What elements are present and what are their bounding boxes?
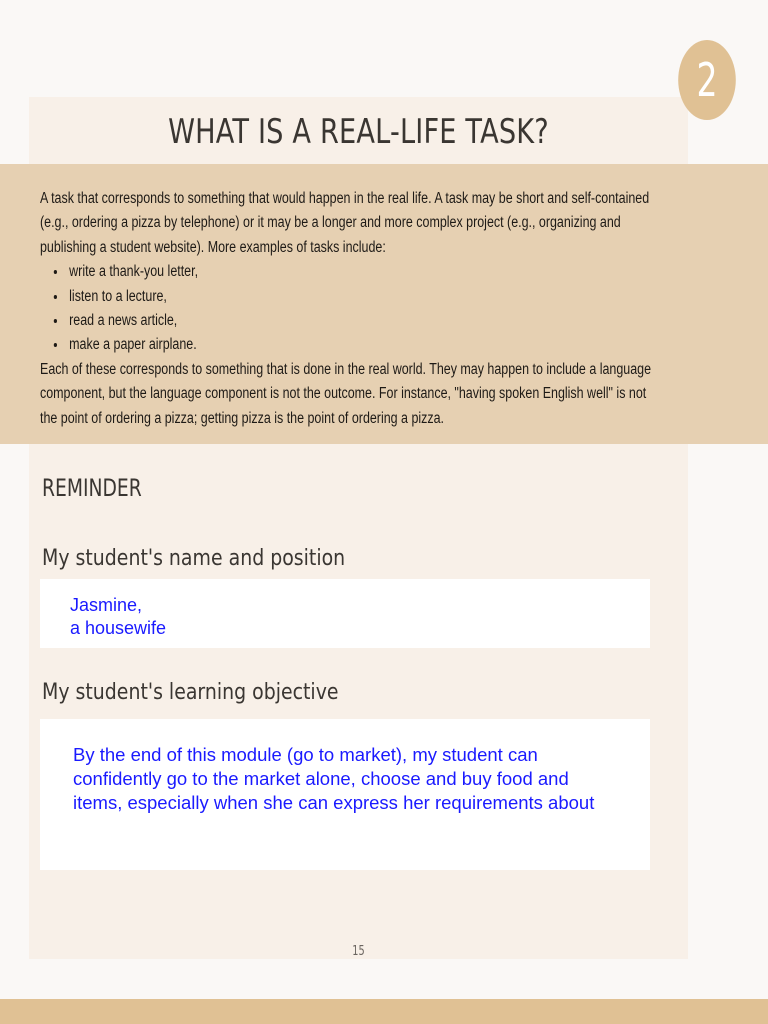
student-name-label: My student's name and position — [42, 546, 346, 571]
reminder-heading: REMINDER — [42, 474, 142, 502]
learning-objective-field[interactable] — [40, 719, 650, 870]
page-badge: 2 — [678, 40, 736, 120]
footer-bar — [0, 999, 768, 1024]
learning-objective-value: By the end of this module (go to market), my student can confidently go to the market alone, choose and buy food and items, especially when she can express her requirements about — [73, 744, 595, 813]
student-name-field[interactable] — [40, 579, 650, 648]
page-number: 15 — [352, 944, 365, 959]
intro-paragraph: A task that corresponds to something that would happen in the real life. A task may be short and self-contained (e.g., ordering a pizza by telephone) or it may be a longer and more complex project (e.g., organizing and publishing a student website). More examples of tasks include: — [40, 190, 650, 256]
list-item: • listen to a lecture, — [66, 285, 656, 309]
list-item: • make a paper airplane. — [66, 333, 656, 357]
definition-text — [40, 187, 656, 431]
closing-paragraph: Each of these corresponds to something that is done in the real world. They may happen to include a language component, but the language component is not the outcome. For instance, "having spoken English well" is not the point of ordering a pizza; getting pizza is the point of ordering a pizza. — [40, 360, 652, 427]
student-name-value: Jasmine, a housewife — [70, 595, 167, 638]
examples-list — [40, 260, 656, 358]
list-item: • write a thank-you letter, — [66, 260, 656, 284]
learning-objective-label: My student's learning objective — [42, 680, 339, 705]
page-title: WHAT IS A REAL-LIFE TASK? — [168, 112, 549, 152]
list-item: • read a news article, — [66, 309, 656, 333]
